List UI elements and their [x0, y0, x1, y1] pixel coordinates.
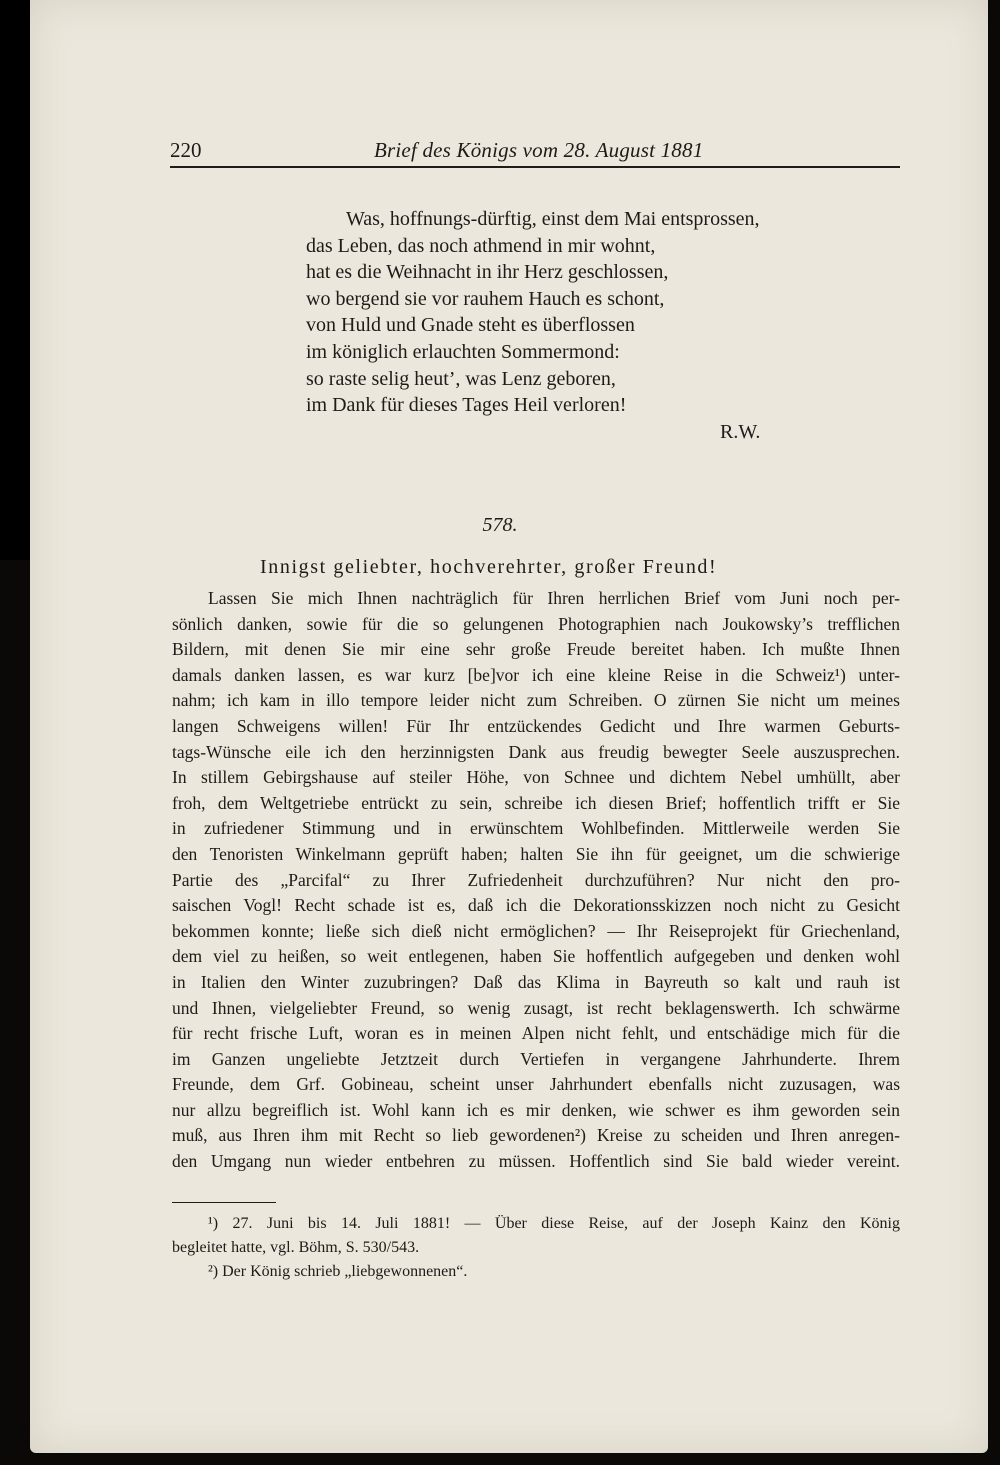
body-line: In stillem Gebirgshause auf steiler Höhe, von Schnee und dichtem Nebel umhüllt, aber	[172, 767, 900, 788]
body-line: Freunde, dem Grf. Gobineau, scheint unser Jahrhundert ebenfalls nicht zuzusagen, was	[172, 1074, 900, 1095]
poem-line: das Leben, das noch athmend in mir wohnt,	[306, 234, 656, 257]
poem-line: von Huld und Gnade steht es überflossen	[306, 314, 635, 337]
body-line: tags-Wünsche eile ich den herzinnigsten Dank aus freudig bewegter Seele auszusprechen.	[172, 741, 900, 762]
running-title: Brief des Königs vom 28. August 1881	[374, 138, 704, 162]
body-line: Partie des „Parcifal“ zu Ihrer Zufriedenheit durchzuführen? Nur nicht den pro-	[172, 869, 900, 890]
body-line: dem viel zu heißen, so weit entlegenen, haben Sie hoffentlich aufgegeben und denken wohl	[172, 946, 900, 967]
body-line: muß, aus Ihren ihm mit Recht so lieb gewordenen²) Kreise zu scheiden und Ihren anregen-	[172, 1125, 900, 1146]
poem-line: so raste selig heut’, was Lenz geboren,	[306, 367, 616, 390]
body-line: und Ihnen, vielgeliebter Freund, so wenig zusagt, ist recht beklagenswerth. Ich schwärme	[172, 997, 900, 1018]
poem-line: Was, hoffnungs-dürftig, einst dem Mai entsprossen,	[346, 208, 760, 230]
footnote-2: ²) Der König schrieb „liebgewonnenen“.	[208, 1263, 468, 1280]
footnote-divider	[172, 1202, 276, 1203]
body-line: saischen Vogl! Recht schade ist es, daß ich die Dekorationsskizzen noch nicht zu Gesicht	[172, 895, 900, 916]
poem-line: im königlich erlauchten Sommermond:	[306, 340, 620, 363]
body-line: den Tenoristen Winkelmann geprüft haben; halten Sie ihn für geeignet, um die schwierige	[172, 843, 900, 864]
poem	[306, 206, 826, 419]
body-line: damals danken lassen, es war kurz [be]vor ich eine kleine Reise in die Schweiz¹) unter-	[172, 664, 900, 685]
body-line: froh, dem Weltgetriebe entrückt zu sein, schreibe ich diesen Brief; hoffentlich trifft er Sie	[172, 792, 900, 813]
poem-line: wo bergend sie vor rauhem Hauch es schont,	[306, 287, 665, 310]
body-line: langen Schweigens willen! Für Ihr entzückendes Gedicht und Ihre warmen Geburts-	[172, 715, 900, 736]
binding-edge-top	[0, 0, 30, 560]
body-line: in Italien den Winter zuzubringen? Daß das Klima in Bayreuth so kalt und rauh ist	[172, 971, 900, 992]
letter-salutation: Innigst geliebter, hochverehrter, großer Freund!	[260, 556, 718, 578]
body-line: Lassen Sie mich Ihnen nachträglich für Ihren herrlichen Brief vom Juni noch per-	[208, 588, 900, 608]
page-header	[170, 138, 900, 168]
footnote-1-line-1: ¹) 27. Juni bis 14. Juli 1881! — Über diese Reise, auf der Joseph Kainz den König	[208, 1215, 900, 1232]
footnote-1-line-2: begleitet hatte, vgl. Böhm, S. 530/543.	[172, 1239, 420, 1256]
footnotes	[172, 1212, 900, 1284]
body-line: für recht frische Luft, woran es in meinen Alpen nicht fehlt, und entschädige mich für die	[172, 1023, 900, 1044]
poem-line: im Dank für dieses Tages Heil verloren!	[306, 394, 627, 417]
body-line: in zufriedener Stimmung und in erwünschtem Wohlbefinden. Mittlerweile werden Sie	[172, 818, 900, 839]
body-line: nur allzu begreiflich ist. Wohl kann ich es mir denken, wie schwer es ihm geworden sein	[172, 1099, 900, 1120]
letter-body	[172, 586, 900, 1175]
letter-number: 578.	[482, 514, 518, 536]
body-line: im Ganzen ungeliebte Jetztzeit durch Vertiefen in vergangene Jahrhunderte. Ihrem	[172, 1048, 900, 1069]
poem-signature: R.W.	[720, 421, 761, 443]
body-line: den Umgang nun wieder entbehren zu müssen. Hoffentlich sind Sie bald wieder vereint.	[172, 1151, 900, 1172]
body-line: bekommen konnte; ließe sich dieß nicht ermöglichen? — Ihr Reiseprojekt für Griechenland,	[172, 920, 900, 941]
body-line: sönlich danken, sowie für die so gelungenen Photographien nach Joukowsky’s trefflichen	[172, 613, 900, 634]
body-line: nahm; ich kam in illo tempore leider nicht zum Schreiben. O zürnen Sie nicht um meines	[172, 690, 900, 711]
page-number: 220	[170, 138, 202, 162]
poem-line: hat es die Weihnacht in ihr Herz geschlossen,	[306, 261, 669, 284]
body-line: Bildern, mit denen Sie mir eine sehr große Freude bereitet haben. Ich mußte Ihnen	[172, 639, 900, 660]
